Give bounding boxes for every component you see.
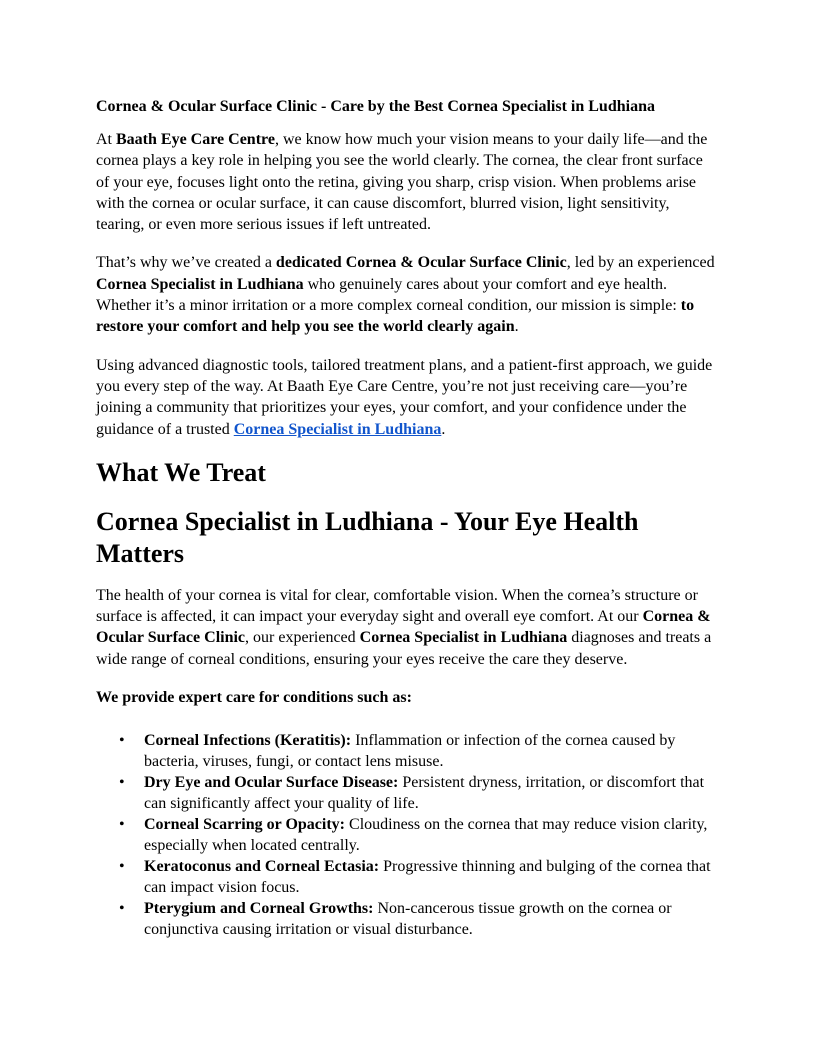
para2-bold-1: dedicated Cornea & Ocular Surface Clinic	[275, 254, 567, 272]
para2-text-2: , led by an experienced	[566, 254, 715, 272]
condition-term: Dry Eye and Ocular Surface Disease:	[144, 774, 399, 792]
para2-text-3: who genuinely cares about your comfort and eye health. Whether it’s a minor irritation or a more complex corneal condition, our mission is simple:	[96, 275, 681, 315]
condition-description: Non-cancerous tissue growth on the cornea or conjunctiva causing irritation or visual disturbance.	[144, 900, 672, 939]
list-item	[119, 898, 720, 940]
bullet-icon: •	[119, 858, 125, 876]
condition-term: Corneal Scarring or Opacity:	[144, 816, 346, 834]
para3-text-2: .	[441, 420, 446, 438]
para1-text-2: , we know how much your vision means to your daily life—and the cornea plays a key role in helping you see the world clearly. The cornea, the clear front surface of your eye, focuses light onto the retina, giving you sharp, crisp vision. When problems arise with the cornea or ocular surface, it can cause discomfort, blurred vision, light sensitivity, tearing, or even more serious issues if left untreated.	[96, 131, 708, 234]
para1-bold-clinic-name: Baath Eye Care Centre	[116, 131, 275, 148]
condition-description: Progressive thinning and bulging of the cornea that can impact vision focus.	[144, 858, 711, 897]
condition-term: Corneal Infections (Keratitis):	[144, 732, 352, 750]
approach-paragraph	[96, 355, 720, 440]
list-item	[119, 772, 720, 814]
bullet-icon: •	[119, 900, 125, 918]
intro-paragraph	[96, 129, 720, 235]
para4-text-1: The health of your cornea is vital for clear, comfortable vision. When the cornea’s structure or surface is affected, it can impact your everyday sight and overall eye comfort. At our	[96, 586, 698, 626]
cornea-health-paragraph	[96, 585, 720, 670]
section-heading-eye-health: Cornea Specialist in Ludhiana - Your Eye Health Matters	[96, 506, 639, 568]
para2-text-4: .	[514, 318, 519, 336]
para2-bold-2: Cornea Specialist in Ludhiana	[96, 275, 304, 293]
para4-text-3: diagnoses and treats a wide range of corneal conditions, ensuring your eyes receive the care they deserve.	[96, 629, 712, 668]
mission-paragraph	[96, 252, 720, 337]
para1-text-1: At	[96, 131, 116, 148]
conditions-list	[96, 730, 720, 940]
para4-bold-1: Cornea & Ocular Surface Clinic	[96, 608, 711, 647]
section-heading-what-we-treat: What We Treat	[96, 457, 266, 487]
para3-text-1: Using advanced diagnostic tools, tailored treatment plans, and a patient-first approach, we guide you every step of the way. At Baath Eye Care Centre, you’re not just receiving care—you’re joining a community that prioritizes your eyes, your comfort, and your confidence under the guidance of a trusted	[96, 356, 713, 438]
cornea-specialist-link[interactable]: Cornea Specialist in Ludhiana	[233, 420, 442, 438]
para2-bold-3: to restore your comfort and help you see the world clearly again	[96, 297, 695, 336]
bullet-icon: •	[119, 732, 125, 750]
condition-description: Persistent dryness, irritation, or discomfort that can significantly affect your quality of life.	[144, 774, 705, 813]
condition-term: Keratoconus and Corneal Ectasia:	[144, 858, 380, 876]
document-title: Cornea & Ocular Surface Clinic - Care by the Best Cornea Specialist in Ludhiana	[96, 98, 655, 115]
bullet-icon: •	[119, 816, 125, 834]
list-item	[119, 814, 720, 856]
para4-bold-2: Cornea Specialist in Ludhiana	[359, 629, 568, 647]
bullet-icon: •	[119, 774, 125, 792]
para4-text-2: , our experienced	[245, 629, 360, 647]
list-item	[119, 730, 720, 772]
list-item	[119, 856, 720, 898]
condition-description: Cloudiness on the cornea that may reduce vision clarity, especially when located centrally.	[144, 816, 708, 855]
para2-text-1: That’s why we’ve created a	[96, 254, 276, 272]
condition-description: Inflammation or infection of the cornea caused by bacteria, viruses, fungi, or contact lens misuse.	[144, 732, 676, 771]
conditions-lead: We provide expert care for conditions such as:	[96, 689, 412, 707]
condition-term: Pterygium and Corneal Growths:	[144, 900, 374, 918]
